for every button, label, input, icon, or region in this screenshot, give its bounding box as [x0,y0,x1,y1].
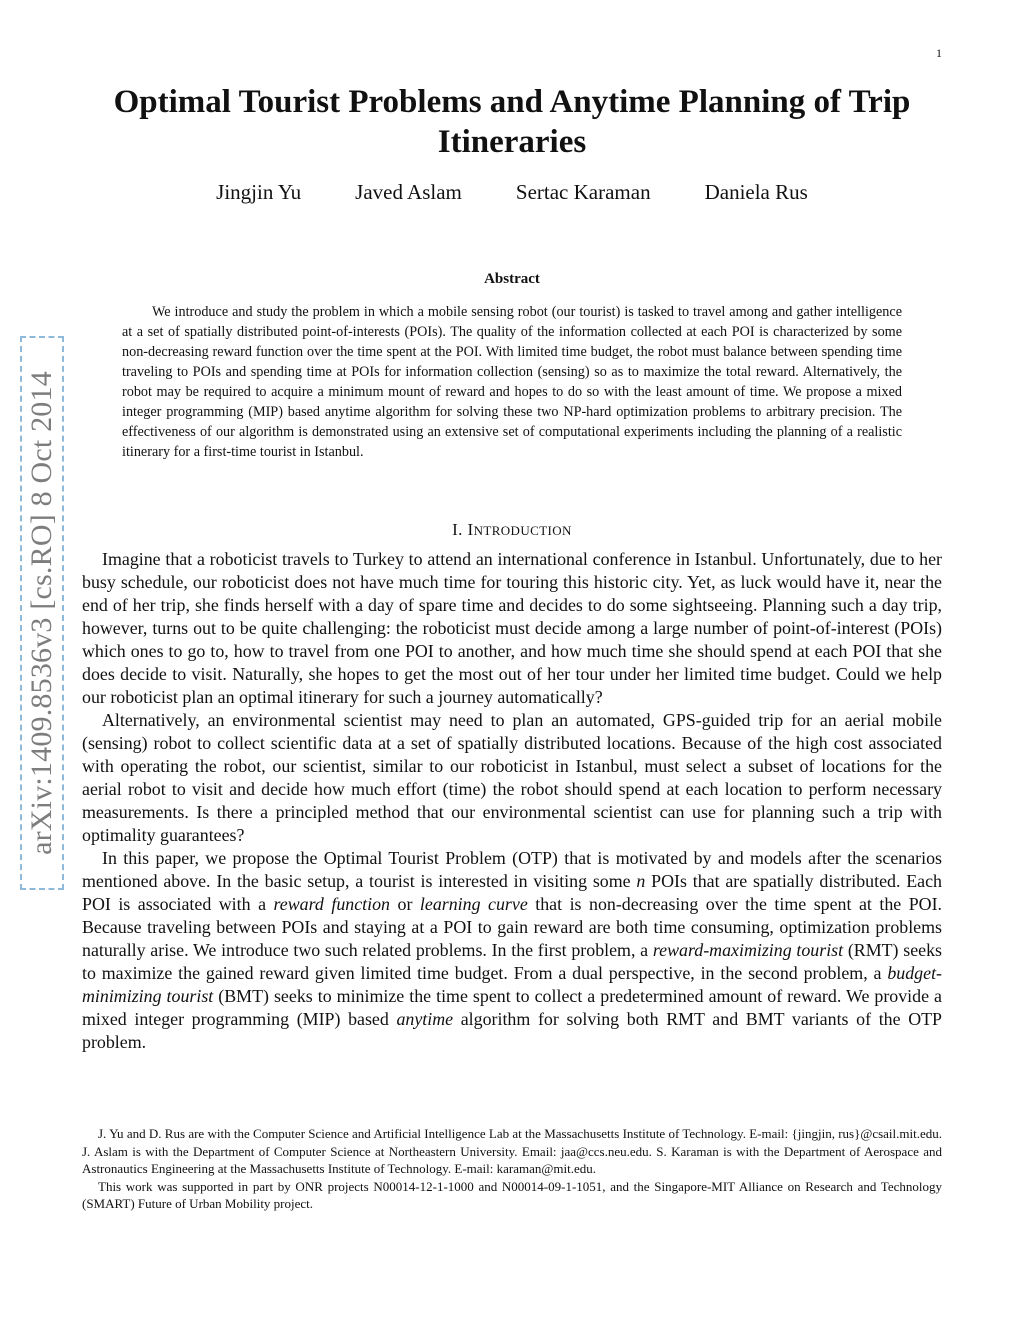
intro-text: (RMT) seeks to maximize the gained reward given limited time budget. From a dual perspective, in the second problem, a [82,940,942,983]
intro-text: or [390,894,420,914]
arxiv-identifier: arXiv:1409.8536v3 [cs.RO] 8 Oct 2014 [25,371,58,855]
intro-paragraph-2: Alternatively, an environmental scientist may need to plan an automated, GPS-guided trip for an aerial mobile (sensing) robot to collect scientific data at a set of spatially distributed locations. Because of the high cost associated with operating the robot, our scientist, similar to our roboticist in Istanbul, must select a subset of locations for the aerial robot to visit and decide how much effort (time) the robot should spend at each location to perform necessary measurements. Is there a principled method that our environmental scientist can use for planning such a trip with optimality guarantees? [82,710,942,845]
paper-title: Optimal Tourist Problems and Anytime Planning of Trip Itineraries [113,84,911,160]
author-name: Sertac Karaman [515,180,651,204]
introduction-body [82,548,942,1054]
section-title-initial: I [467,520,474,539]
intro-paragraph-3 [82,847,942,1054]
footnote-funding: This work was supported in part by ONR projects N00014-12-1-1000 and N00014-09-1-1051, and the Singapore-MIT Alliance on Research and Technology (SMART) Future of Urban Mobility project. [82,1178,942,1211]
intro-text: In this paper, we propose the Optimal Tourist Problem (OTP) that is motivated by and models after the scenarios mentioned above. In the basic setup, a tourist is interested in visiting some [82,848,942,891]
term-reward-function: reward function [273,894,390,914]
page-number: 1 [936,46,942,60]
abstract-heading: Abstract [484,271,540,287]
term-anytime: anytime [396,1009,454,1029]
intro-text: POIs that are spatially distributed. Each POI is associated with a [82,871,942,914]
section-number: I. [452,520,463,539]
footnote-affiliations: J. Yu and D. Rus are with the Computer Science and Artificial Intelligence Lab at the Massachusetts Institute of Technology. E-mail: {jingjin, rus}@csail.mit.edu. J. Aslam is with the Department of Computer Science at Northeastern University. Email: jaa@ccs.neu.edu. S. Karaman is with the Department of Aerospace and Astronautics Engineering at the Massachusetts Institute of Technology. E-mail: karaman@mit.edu. [82,1126,942,1176]
variable-n: n [636,871,646,891]
section-heading [82,520,942,540]
author-name: Daniela Rus [704,180,808,204]
author-name: Javed Aslam [355,180,462,204]
term-budget-minimizing-tourist: budget-minimizing tourist [82,963,942,1006]
arxiv-stamp [20,336,64,890]
intro-text: algorithm for solving both RMT and BMT variants of the OTP problem. [82,1009,942,1052]
footnotes [82,1125,942,1213]
term-reward-maximizing-tourist: reward-maximizing tourist [652,940,844,960]
intro-text: (BMT) seeks to minimize the time spent to collect a predetermined amount of reward. We provide a mixed integer programming (MIP) based [82,986,942,1029]
intro-text: that is non-decreasing over the time spent at the POI. Because traveling between POIs and staying at a POI to gain reward are both time consuming, optimization problems naturally arise. We introduce two such related problems. In the first problem, a [82,894,943,960]
section-title-rest: NTRODUCTION [473,523,572,538]
author-list [82,180,942,205]
term-learning-curve: learning curve [419,894,528,914]
abstract-body: We introduce and study the problem in which a mobile sensing robot (our tourist) is tasked to travel among and gather intelligence at a set of spatially distributed point-of-interests (POIs). The quality of the information collected at each POI is characterized by some non-decreasing reward function over the time spent at the POI. With limited time budget, the robot must balance between spending time traveling to POIs and spending time at POIs for information collection (sensing) so as to maximize the total reward. Alternatively, the robot may be required to acquire a minimum mount of reward and hopes to do so with the least amount of time. We propose a mixed integer programming (MIP) based anytime algorithm for solving these two NP-hard optimization problems to arbitrary precision. The effectiveness of our algorithm is demonstrated using an extensive set of computational experiments including the planning of a realistic itinerary for a first-time tourist in Istanbul. [122,304,902,460]
intro-paragraph-1: Imagine that a roboticist travels to Turkey to attend an international conference in Istanbul. Unfortunately, due to her busy schedule, our roboticist does not have much time for touring this historic city. Yet, as luck would have it, near the end of her trip, she finds herself with a day of spare time and decides to do some sightseeing. Planning such a day trip, however, turns out to be quite challenging: the roboticist must decide among a large number of point-of-interest (POIs) which ones to go to, how to travel from one POI to another, and how much time she should spend at each POI that she does decide to visit. Naturally, she hopes to get the most out of her tour under her limited time budget. Could we help our roboticist plan an optimal itinerary for such a journey automatically? [82,549,942,707]
author-name: Jingjin Yu [216,180,302,204]
